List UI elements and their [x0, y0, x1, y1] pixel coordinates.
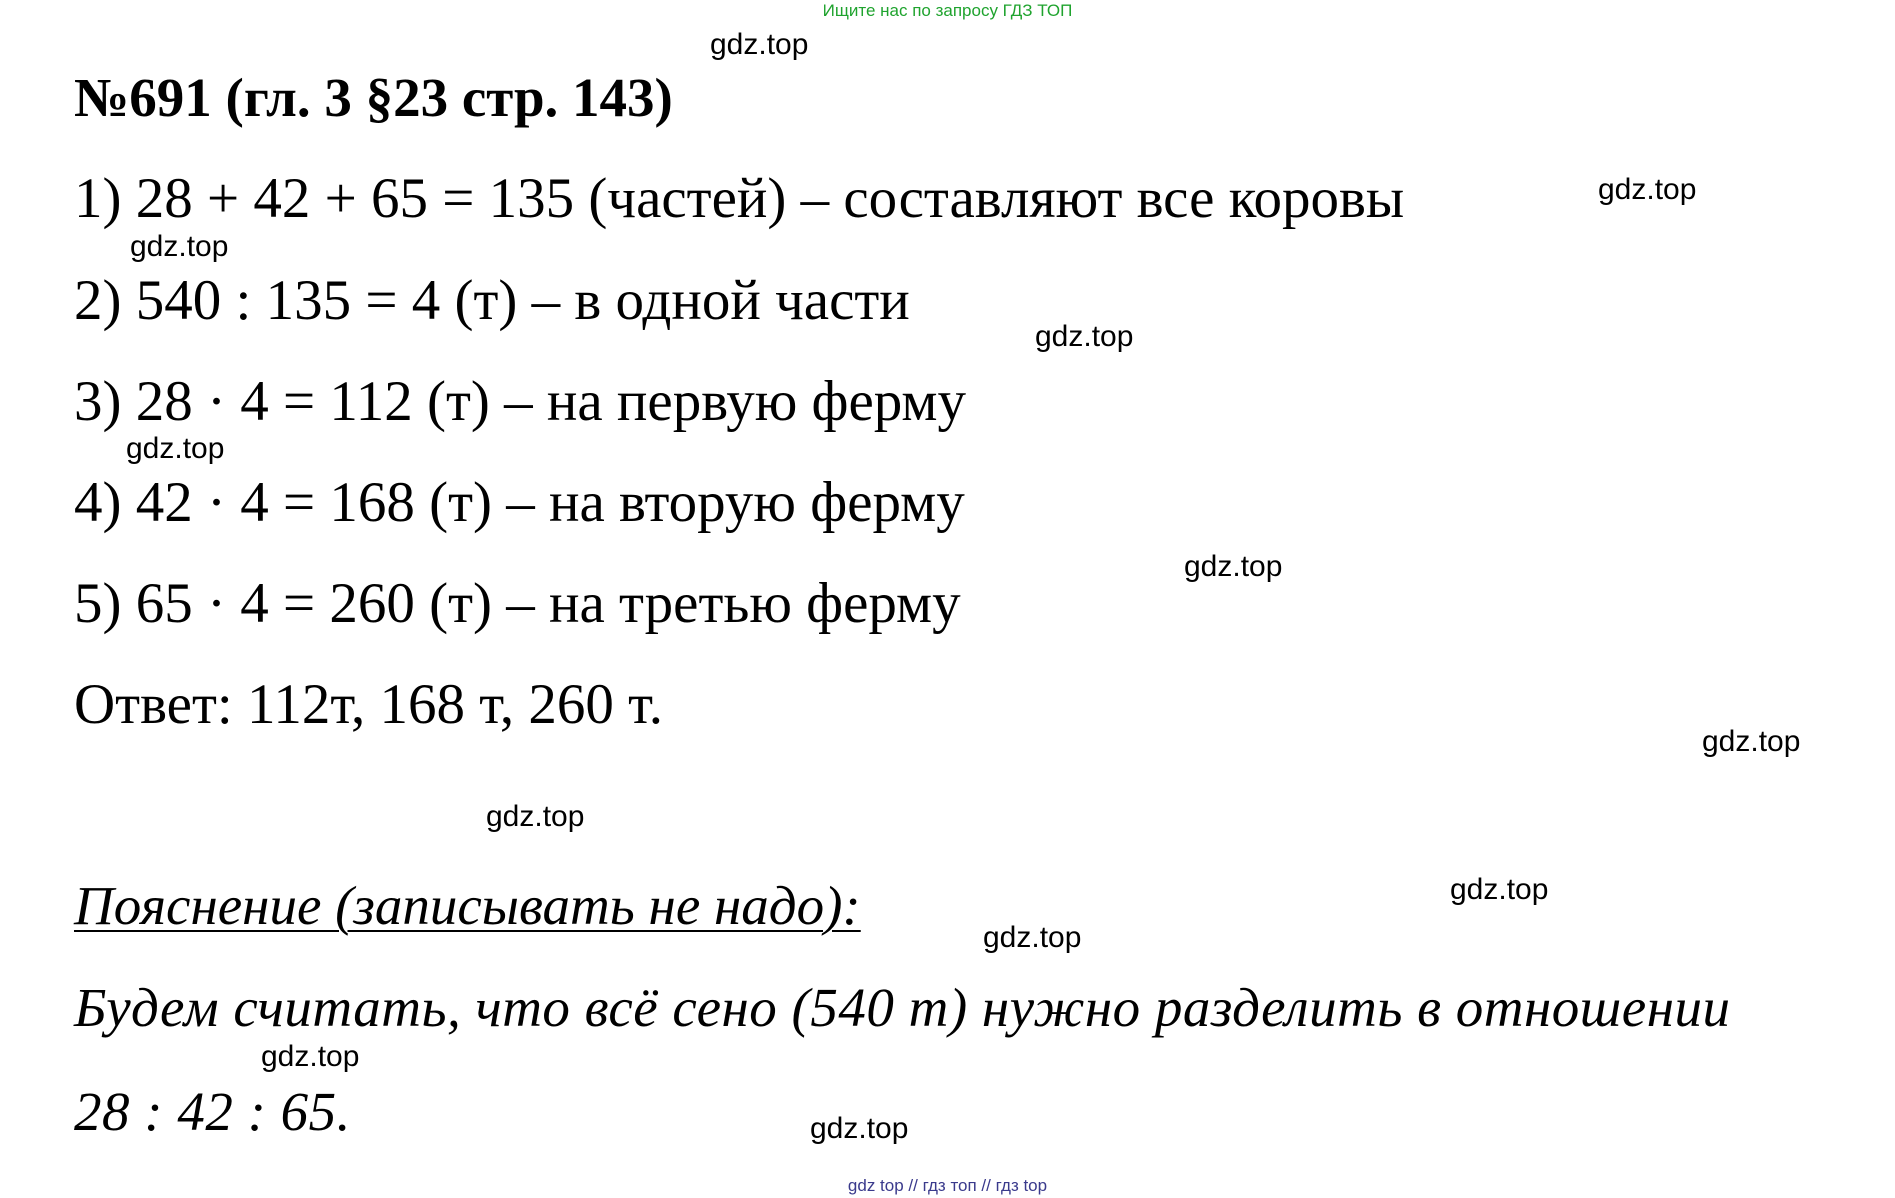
explanation-line-2: 28 : 42 : 65. [74, 1081, 351, 1142]
solution-step-4: 4) 42 · 4 = 168 (т) – на вторую ферму [74, 471, 965, 534]
watermark: gdz.top [130, 230, 229, 263]
watermark: gdz.top [983, 921, 1082, 954]
page-title: №691 (гл. 3 §23 стр. 143) [74, 67, 673, 128]
watermark: gdz.top [1035, 320, 1134, 353]
watermark: gdz.top [710, 28, 809, 61]
watermark: gdz.top [1184, 550, 1283, 583]
watermark: gdz.top [810, 1112, 909, 1145]
explanation-line-1: Будем считать, что всё сено (540 т) нужно разделить в отношении [74, 977, 1731, 1038]
solution-step-3: 3) 28 · 4 = 112 (т) – на первую ферму [74, 370, 966, 433]
explanation-heading: Пояснение (записывать не надо): [74, 875, 861, 936]
footer-links[interactable]: gdz top // гдз топ // гдз top [847, 1176, 1048, 1195]
watermark: gdz.top [1702, 725, 1801, 758]
answer-line: Ответ: 112т, 168 т, 260 т. [74, 673, 663, 736]
solution-step-2: 2) 540 : 135 = 4 (т) – в одной части [74, 269, 910, 332]
solution-step-5: 5) 65 · 4 = 260 (т) – на третью ферму [74, 572, 961, 635]
watermark: gdz.top [1450, 873, 1549, 906]
top-banner[interactable]: Ищите нас по запросу ГДЗ ТОП [822, 1, 1073, 20]
watermark: gdz.top [126, 432, 225, 465]
solution-step-1: 1) 28 + 42 + 65 = 135 (частей) – составляют все коровы [74, 167, 1405, 230]
watermark: gdz.top [1598, 173, 1697, 206]
watermark: gdz.top [261, 1040, 360, 1073]
watermark: gdz.top [486, 800, 585, 833]
